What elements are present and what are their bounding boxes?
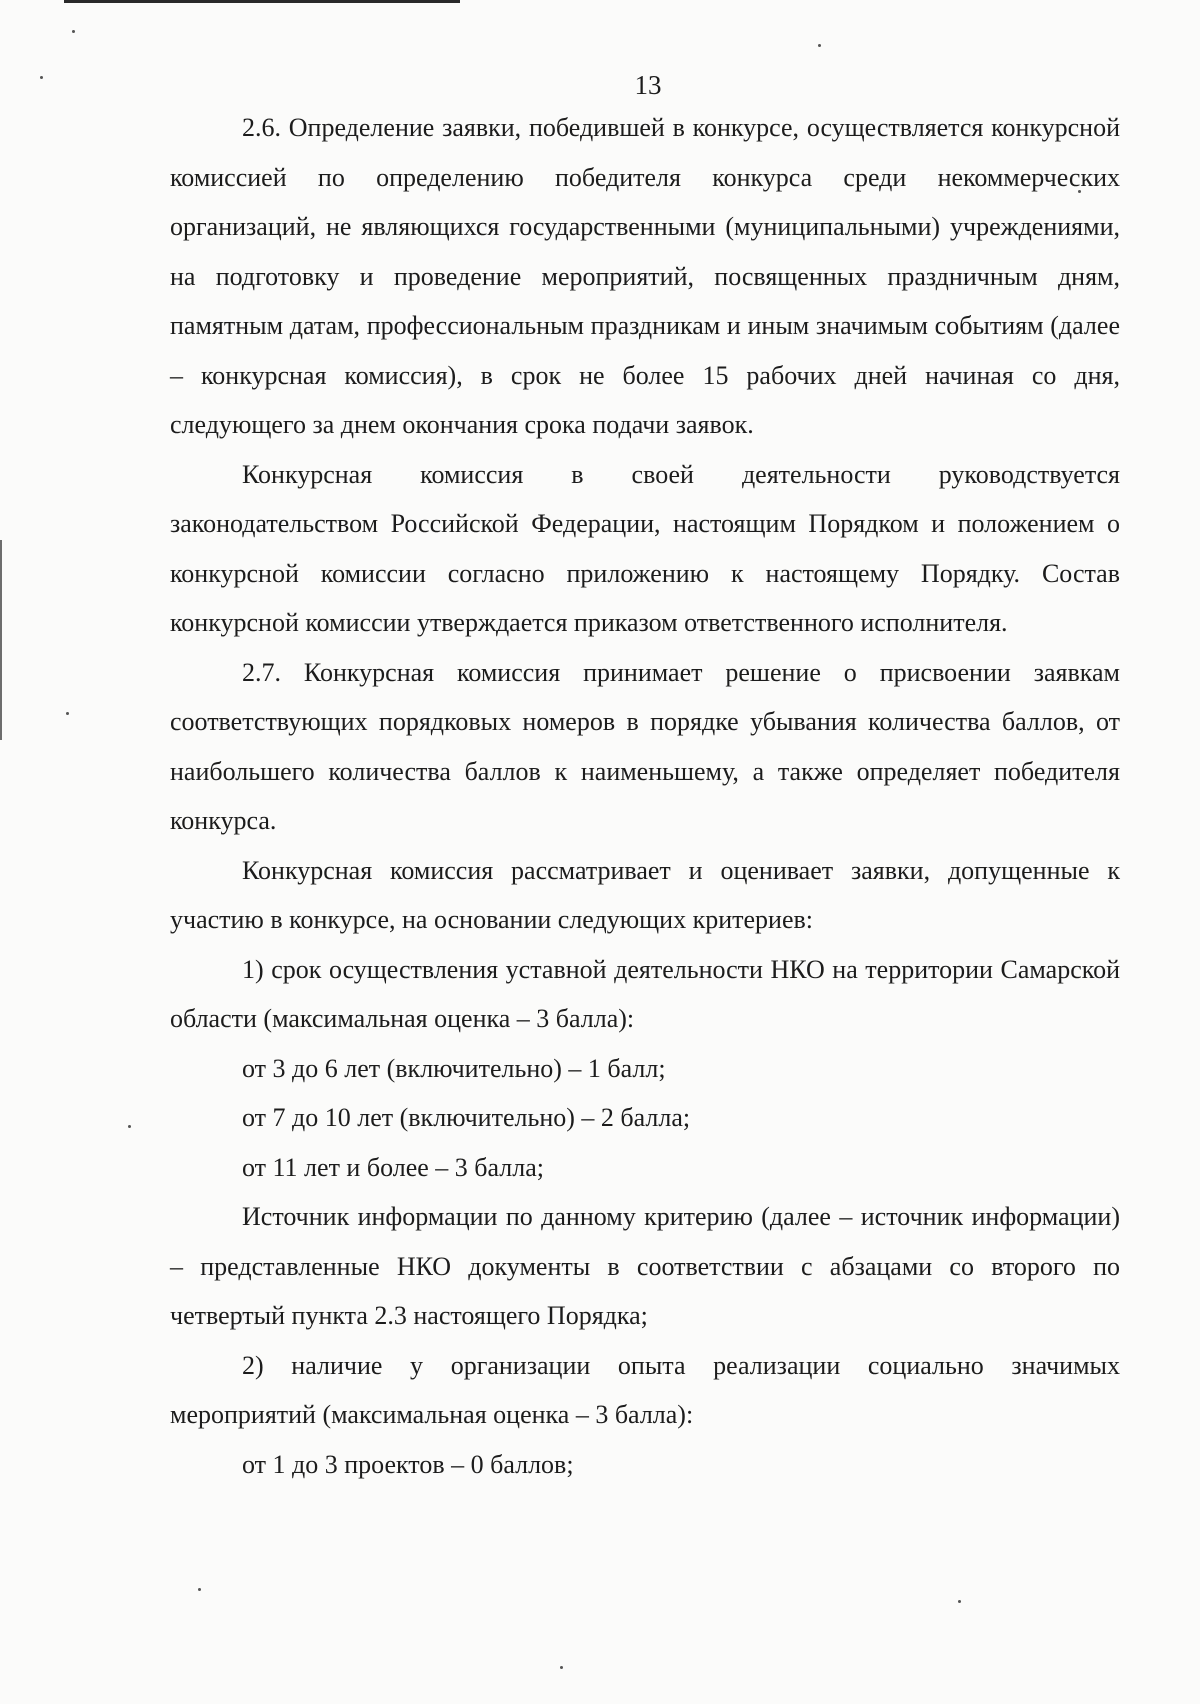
scan-speck xyxy=(66,712,69,715)
scan-edge-line xyxy=(0,540,2,740)
scan-speck xyxy=(198,1588,201,1591)
scan-speck xyxy=(40,76,43,79)
page-number: 13 xyxy=(634,70,662,100)
scan-speck xyxy=(958,1600,961,1603)
criterion-1-score-2: от 7 до 10 лет (включительно) – 2 балла; xyxy=(242,1103,691,1132)
criterion-1-score-1: от 3 до 6 лет (включительно) – 1 балл; xyxy=(242,1053,666,1083)
scan-speck xyxy=(72,30,75,33)
criterion-1-score-3: от 11 лет и более – 3 балла; xyxy=(242,1152,544,1182)
scan-speck xyxy=(128,1125,131,1128)
scan-speck xyxy=(560,1666,563,1669)
paragraph-commission-guidance: Конкурсная комиссия в своей деятельности руководствуется законодательством Российской Федерации, настоящим Порядком и положением о конкурсной комиссии согласно приложению к настоящему Порядку. Состав конкурсной комиссии утверждается приказом ответственного исполнителя. xyxy=(170,459,1120,637)
scan-edge-line xyxy=(64,0,460,3)
paragraph-evaluation-criteria: Конкурсная комиссия рассматривает и оценивает заявки, допущенные к участию в конкурсе, на основании следующих критериев: xyxy=(170,855,1120,934)
criterion-1: 1) срок осуществления уставной деятельности НКО на территории Самарской области (максимальная оценка – 3 балла): xyxy=(170,954,1120,1033)
paragraph-2-6: 2.6. Определение заявки, победившей в конкурсе, осуществляется конкурсной комиссией по определению победителя конкурса среди некоммерческих организаций, не являющихся государственными (муниципальными) учреждениями, на подготовку и проведение мероприятий, посвященных праздничным дням, памятным датам, профессиональным праздникам и иным значимым событиям (далее – конкурсная комиссия), в срок не более 15 рабочих дней начиная со дня, следующего за днем окончания срока подачи заявок. xyxy=(170,113,1120,439)
criterion-2-score-0: от 1 до 3 проектов – 0 баллов; xyxy=(242,1449,574,1479)
paragraph-information-source: Источник информации по данному критерию (далее – источник информации) – представленные НКО документы в соответствии с абзацами со второго по четвертый пункта 2.3 настоящего Порядка; xyxy=(170,1202,1120,1330)
criterion-2: 2) наличие у организации опыта реализации социально значимых мероприятий (максимальная оценка – 3 балла): xyxy=(170,1350,1120,1429)
document-text xyxy=(170,103,1120,1489)
paragraph-2-7: 2.7. Конкурсная комиссия принимает решение о присвоении заявкам соответствующих порядковых номеров в порядке убывания количества баллов, от наибольшего количества баллов к наименьшему, а также определяет победителя конкурса. xyxy=(170,657,1120,835)
scan-speck xyxy=(818,44,821,47)
